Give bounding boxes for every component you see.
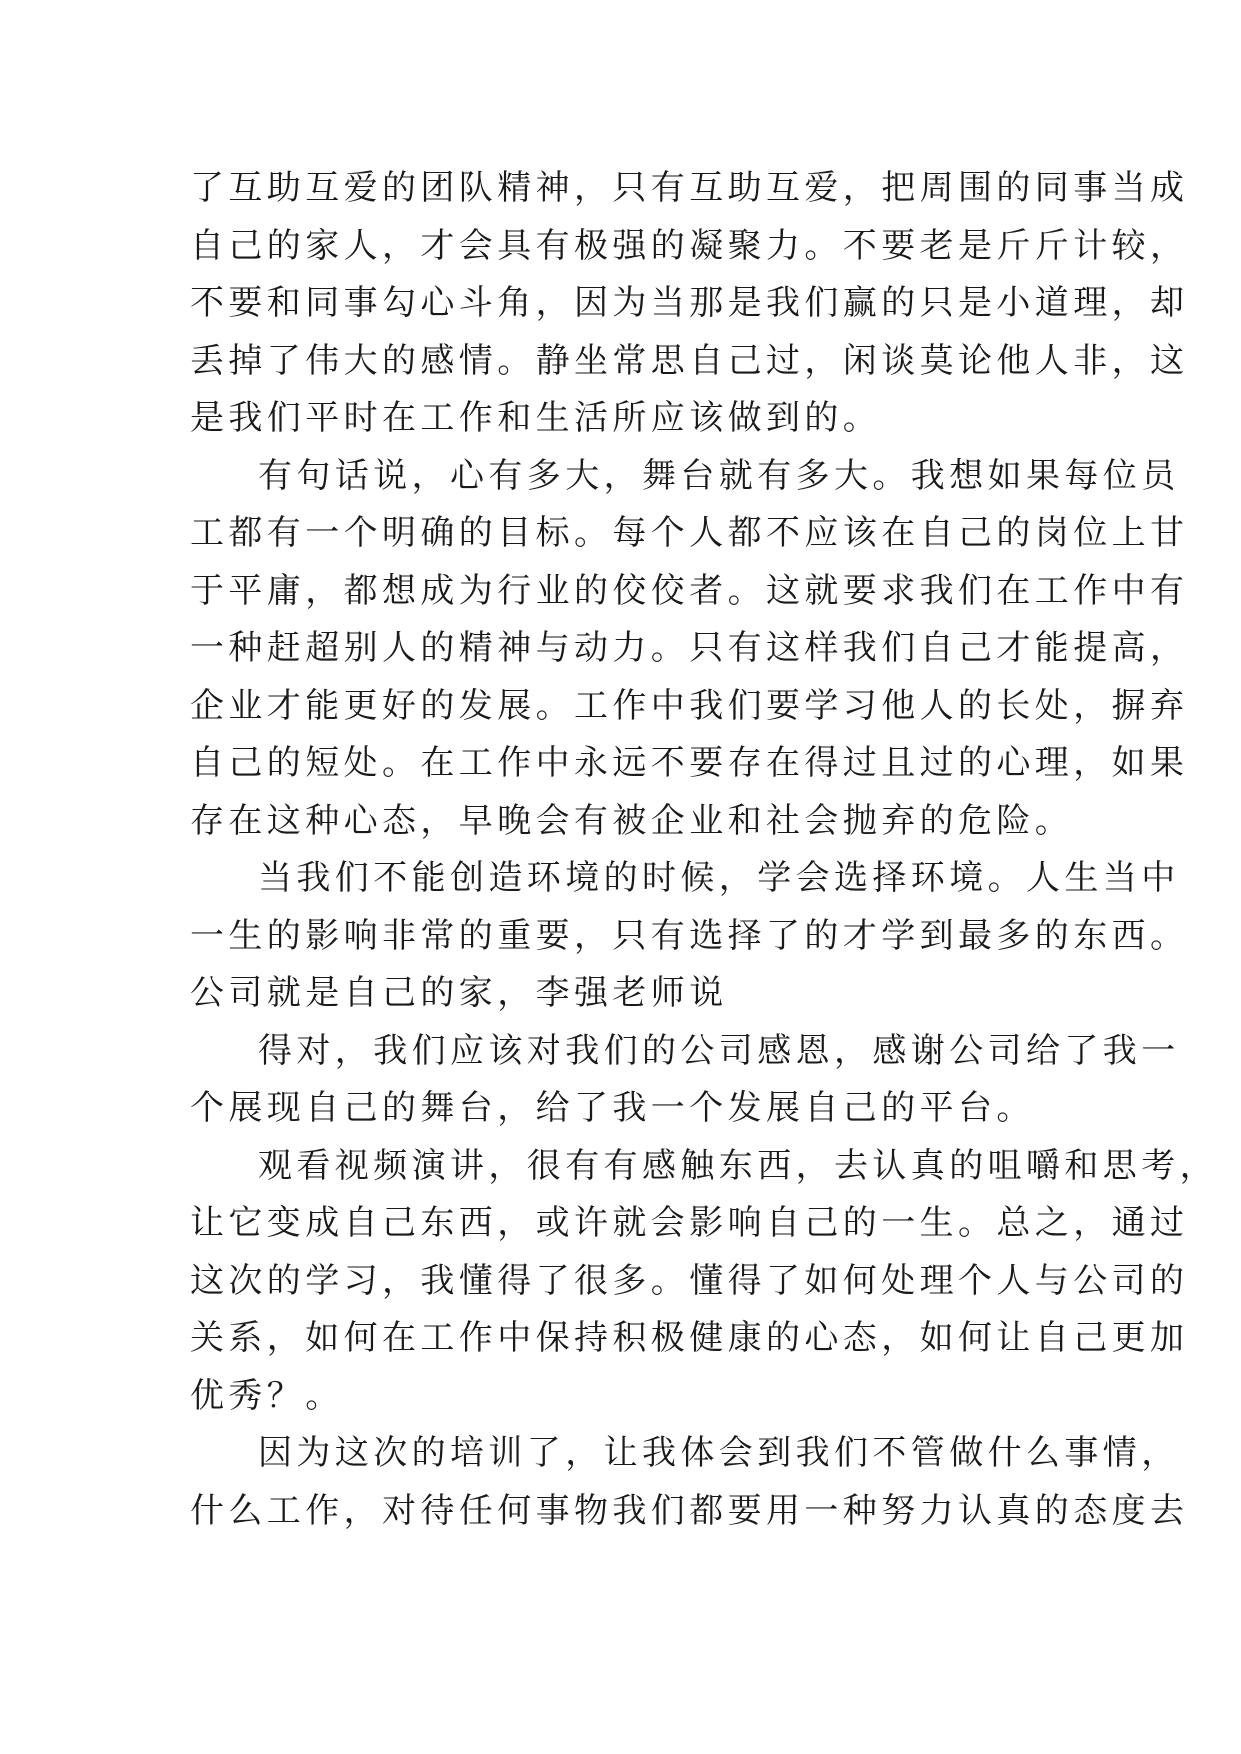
text-line: 自己的短处。在工作中永远不要存在得过且过的心理，如果: [190, 743, 1189, 783]
text-line: 于平庸，都想成为行业的佼佼者。这就要求我们在工作中有: [190, 570, 1189, 611]
text-line: 个展现自己的舞台，给了我一个发展自己的平台。: [190, 1088, 1035, 1128]
text-line: 优秀？。: [190, 1375, 344, 1416]
text-line: 一生的影响非常的重要，只有选择了的才学到最多的东西。: [190, 915, 1189, 956]
text-line: 这次的学习，我懂得了很多。懂得了如何处理个人与公司的: [190, 1260, 1189, 1301]
text-line: 让它变成自己东西，或许就会影响自己的一生。总之，通过: [190, 1203, 1189, 1243]
paragraph-first-line: 因为这次的培训了，让我体会到我们不管做什么事情，: [258, 1433, 1180, 1473]
text-line: 不要和同事勾心斗角，因为当那是我们赢的只是小道理，却: [190, 283, 1189, 323]
text-line: 关系，如何在工作中保持积极健康的心态，如何让自己更加: [190, 1318, 1189, 1358]
text-line: 存在这种心态，早晚会有被企业和社会抛弃的危险。: [190, 800, 1074, 841]
text-line: 一种赶超别人的精神与动力。只有这样我们自己才能提高，: [190, 628, 1189, 668]
paragraph-first-line: 得对，我们应该对我们的公司感恩，感谢公司给了我一: [258, 1030, 1180, 1071]
text-line: 企业才能更好的发展。工作中我们要学习他人的长处，摒弃: [190, 685, 1189, 726]
paragraph-first-line: 当我们不能创造环境的时候，学会选择环境。人生当中: [258, 858, 1180, 898]
paragraph-first-line: 有句话说，心有多大，舞台就有多大。我想如果每位员: [258, 455, 1180, 496]
text-line: 是我们平时在工作和生活所应该做到的。: [190, 398, 882, 438]
text-line: 丢掉了伟大的感情。静坐常思自己过，闲谈莫论他人非，这: [190, 340, 1189, 381]
document-body: [190, 160, 1218, 1540]
text-line: 公司就是自己的家，李强老师说: [190, 973, 728, 1013]
text-line: 什么工作，对待任何事物我们都要用一种努力认真的态度去: [190, 1490, 1189, 1531]
text-line: 了互助互爱的团队精神，只有互助互爱，把周围的同事当成: [190, 168, 1189, 208]
text-line: 自己的家人，才会具有极强的凝聚力。不要老是斤斤计较，: [190, 225, 1189, 266]
paragraph-first-line: 观看视频演讲，很有有感触东西，去认真的咀嚼和思考，: [258, 1145, 1218, 1186]
text-line: 工都有一个明确的目标。每个人都不应该在自己的岗位上甘: [190, 513, 1189, 553]
